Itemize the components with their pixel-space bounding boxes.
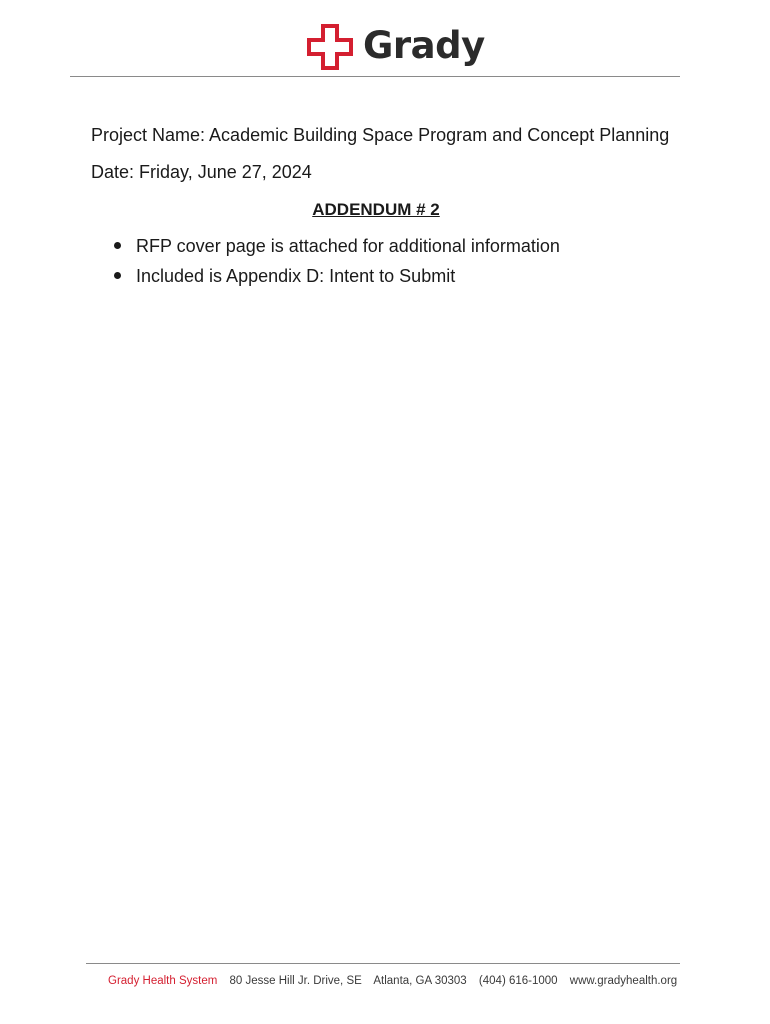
bullet-icon bbox=[114, 272, 121, 279]
header-divider bbox=[70, 76, 680, 77]
footer-website: www.gradyhealth.org bbox=[569, 975, 678, 987]
footer-divider bbox=[86, 963, 680, 964]
red-cross-icon bbox=[307, 24, 353, 70]
page-footer bbox=[108, 975, 686, 987]
project-name: Project Name: Academic Building Space Program and Concept Planning bbox=[91, 125, 670, 145]
document-body bbox=[91, 122, 671, 291]
list-item bbox=[136, 231, 671, 261]
document-date: Date: Friday, June 27, 2024 bbox=[91, 162, 312, 182]
grady-logo bbox=[307, 24, 485, 70]
list-item-text: RFP cover page is attached for additional information bbox=[136, 236, 560, 256]
bullet-icon bbox=[114, 242, 121, 249]
footer-address: 80 Jesse Hill Jr. Drive, SE bbox=[229, 975, 362, 987]
footer-city: Atlanta, GA 30303 bbox=[373, 975, 467, 987]
addendum-heading: ADDENDUM # 2 bbox=[312, 200, 440, 219]
footer-org: Grady Health System bbox=[108, 975, 218, 987]
addendum-items bbox=[91, 231, 671, 291]
logo-wordmark: Grady bbox=[363, 23, 485, 67]
list-item bbox=[136, 261, 671, 291]
footer-phone: (404) 616-1000 bbox=[478, 975, 558, 987]
list-item-text: Included is Appendix D: Intent to Submit bbox=[136, 266, 456, 286]
